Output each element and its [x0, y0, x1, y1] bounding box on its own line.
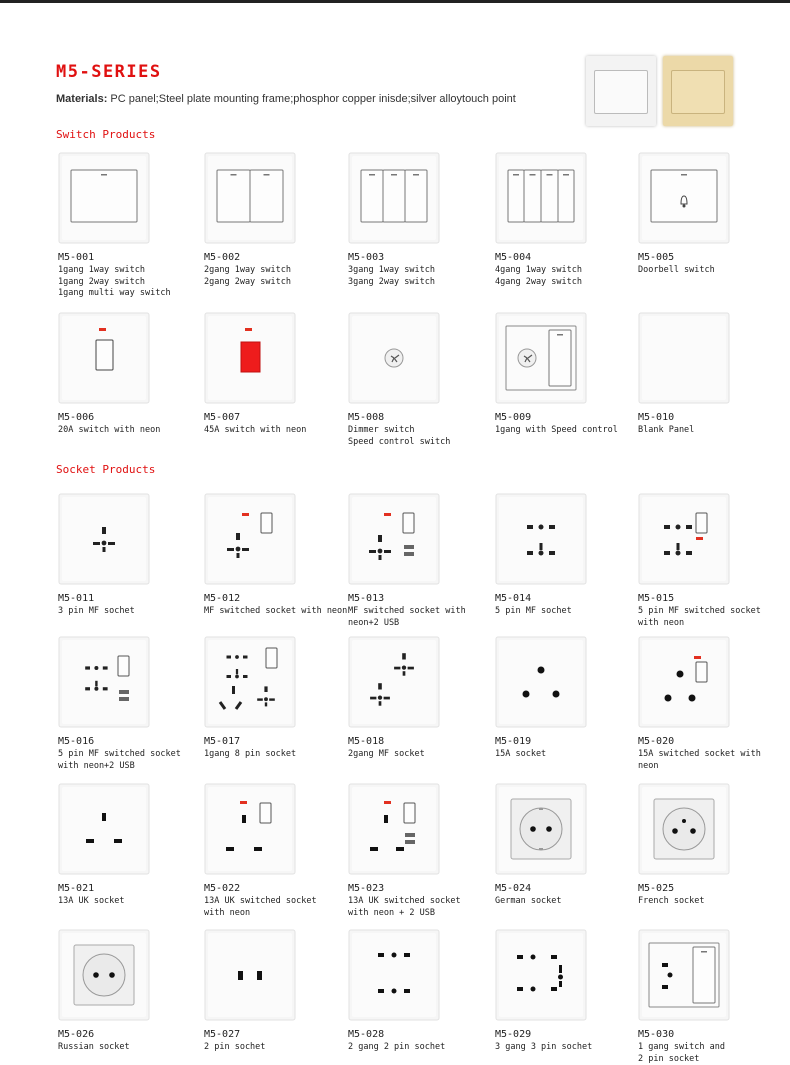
product-description	[58, 425, 203, 437]
15a-socket-icon	[495, 636, 587, 728]
hero-gold-switch	[663, 56, 733, 126]
product-description-line: 15A switched socket with neon	[638, 749, 783, 772]
product-code: M5-018	[348, 736, 384, 747]
product-description-line: 3gang 2way switch	[348, 277, 493, 289]
product-description	[495, 265, 640, 288]
product-description	[204, 606, 349, 618]
45a-switch-icon	[204, 312, 296, 404]
product-description	[58, 606, 203, 618]
3gang-switch-icon	[348, 152, 440, 244]
product-description-line: Dimmer switch	[348, 425, 493, 437]
product-code: M5-023	[348, 883, 384, 894]
blank-panel-icon	[638, 312, 730, 404]
product-description	[58, 749, 203, 772]
product-code: M5-025	[638, 883, 674, 894]
2pin-socket-icon	[204, 929, 296, 1021]
product-description-line: Blank Panel	[638, 425, 783, 437]
product-description-line: 2 pin sochet	[204, 1042, 349, 1054]
product-description-line: 3 gang 3 pin sochet	[495, 1042, 640, 1054]
product-code: M5-020	[638, 736, 674, 747]
product-description-line: with neon + 2 USB	[348, 908, 493, 920]
product-code: M5-028	[348, 1029, 384, 1040]
product-description-line: 1gang with Speed control	[495, 425, 640, 437]
5pin-mf-switched-usb-icon	[58, 636, 150, 728]
product-description-line: 2 pin socket	[638, 1054, 783, 1065]
product-code: M5-012	[204, 593, 240, 604]
product-description	[204, 425, 349, 437]
product-description	[204, 749, 349, 761]
product-code: M5-004	[495, 252, 531, 263]
product-code: M5-021	[58, 883, 94, 894]
product-description-line: 5 pin MF switched socket	[638, 606, 783, 618]
5pin-mf-socket-icon	[495, 493, 587, 585]
2gang-switch-icon	[204, 152, 296, 244]
product-description	[348, 1042, 493, 1054]
product-description-line: 20A switch with neon	[58, 425, 203, 437]
20a-switch-icon	[58, 312, 150, 404]
product-description	[638, 606, 783, 629]
product-description-line: 13A UK socket	[58, 896, 203, 908]
product-code: M5-017	[204, 736, 240, 747]
switch-speed-control-icon	[495, 312, 587, 404]
product-description	[348, 265, 493, 288]
materials-text: PC panel;Steel plate mounting frame;phosphor copper inisde;silver alloytouch point	[110, 93, 515, 105]
product-code: M5-027	[204, 1029, 240, 1040]
product-description-line: 1gang 1way switch	[58, 265, 203, 277]
product-description	[348, 606, 493, 629]
product-code: M5-019	[495, 736, 531, 747]
product-description-line: 1gang 2way switch	[58, 277, 203, 289]
product-code: M5-011	[58, 593, 94, 604]
product-description	[638, 749, 783, 772]
materials-label: Materials:	[56, 93, 107, 105]
4gang-switch-icon	[495, 152, 587, 244]
product-code: M5-009	[495, 412, 531, 423]
product-code: M5-030	[638, 1029, 674, 1040]
product-description	[348, 749, 493, 761]
product-code: M5-007	[204, 412, 240, 423]
product-description	[638, 425, 783, 437]
product-description-line: 5 pin MF switched socket	[58, 749, 203, 761]
8pin-socket-icon	[204, 636, 296, 728]
product-description-line: MF switched socket with	[348, 606, 493, 618]
product-description	[638, 896, 783, 908]
product-description-line: 4gang 2way switch	[495, 277, 640, 289]
15a-switched-socket-icon	[638, 636, 730, 728]
product-description-line: 1gang multi way switch	[58, 288, 203, 300]
uk-switched-socket-usb-icon	[348, 783, 440, 875]
product-description-line: 1gang 8 pin socket	[204, 749, 349, 761]
product-description-line: French socket	[638, 896, 783, 908]
product-code: M5-002	[204, 252, 240, 263]
hero-white-switch	[586, 56, 656, 126]
doorbell-switch-icon	[638, 152, 730, 244]
product-description-line: 4gang 1way switch	[495, 265, 640, 277]
product-description	[204, 265, 349, 288]
product-description-line: 5 pin MF sochet	[495, 606, 640, 618]
product-code: M5-003	[348, 252, 384, 263]
2gang-mf-socket-icon	[348, 636, 440, 728]
section-switch-products: Switch Products	[56, 128, 155, 141]
product-description-line: 2gang 2way switch	[204, 277, 349, 289]
product-description-line: 45A switch with neon	[204, 425, 349, 437]
product-description-line: Russian socket	[58, 1042, 203, 1054]
product-code: M5-022	[204, 883, 240, 894]
product-description-line: 3gang 1way switch	[348, 265, 493, 277]
product-description-line: 13A UK switched socket	[348, 896, 493, 908]
dimmer-switch-icon	[348, 312, 440, 404]
product-description	[204, 896, 349, 919]
product-code: M5-024	[495, 883, 531, 894]
materials-line	[56, 93, 516, 105]
mf-switched-socket-icon	[204, 493, 296, 585]
mf-switched-socket-usb-icon	[348, 493, 440, 585]
product-description-line: with neon	[204, 908, 349, 920]
product-description-line: 2gang MF socket	[348, 749, 493, 761]
product-description	[495, 425, 640, 437]
product-description-line: with neon+2 USB	[58, 761, 203, 773]
product-description	[348, 425, 493, 448]
5pin-mf-switched-socket-icon	[638, 493, 730, 585]
3gang-3pin-socket-icon	[495, 929, 587, 1021]
product-description-line: 15A socket	[495, 749, 640, 761]
product-code: M5-026	[58, 1029, 94, 1040]
product-description	[495, 749, 640, 761]
product-code: M5-013	[348, 593, 384, 604]
product-description-line: neon+2 USB	[348, 618, 493, 630]
product-description	[495, 896, 640, 908]
product-code: M5-029	[495, 1029, 531, 1040]
french-socket-icon	[638, 783, 730, 875]
product-code: M5-010	[638, 412, 674, 423]
section-socket-products: Socket Products	[56, 463, 155, 476]
mf-socket-icon	[58, 493, 150, 585]
product-description-line: 13A UK switched socket	[204, 896, 349, 908]
uk-switched-socket-icon	[204, 783, 296, 875]
product-description	[204, 1042, 349, 1054]
product-description-line: Doorbell switch	[638, 265, 783, 277]
product-description-line: with neon	[638, 618, 783, 630]
product-description	[58, 265, 203, 300]
product-description-line: German socket	[495, 896, 640, 908]
product-code: M5-006	[58, 412, 94, 423]
product-description	[58, 1042, 203, 1054]
product-code: M5-001	[58, 252, 94, 263]
product-code: M5-016	[58, 736, 94, 747]
switch-and-socket-icon	[638, 929, 730, 1021]
product-description-line: 2gang 1way switch	[204, 265, 349, 277]
product-description-line: 2 gang 2 pin sochet	[348, 1042, 493, 1054]
product-code: M5-015	[638, 593, 674, 604]
product-description	[638, 265, 783, 277]
1gang-switch-icon	[58, 152, 150, 244]
uk-socket-icon	[58, 783, 150, 875]
product-description	[348, 896, 493, 919]
product-description-line: Speed control switch	[348, 437, 493, 449]
product-code: M5-005	[638, 252, 674, 263]
page-title: M5-SERIES	[56, 62, 162, 82]
product-description-line: 1 gang switch and	[638, 1042, 783, 1054]
2gang-2pin-socket-icon	[348, 929, 440, 1021]
russian-socket-icon	[58, 929, 150, 1021]
product-description-line: MF switched socket with neon	[204, 606, 349, 618]
product-description	[638, 1042, 783, 1065]
product-description-line: 3 pin MF sochet	[58, 606, 203, 618]
product-description	[58, 896, 203, 908]
top-border	[0, 0, 790, 3]
product-description	[495, 1042, 640, 1054]
german-socket-icon	[495, 783, 587, 875]
product-code: M5-014	[495, 593, 531, 604]
product-description	[495, 606, 640, 618]
product-code: M5-008	[348, 412, 384, 423]
